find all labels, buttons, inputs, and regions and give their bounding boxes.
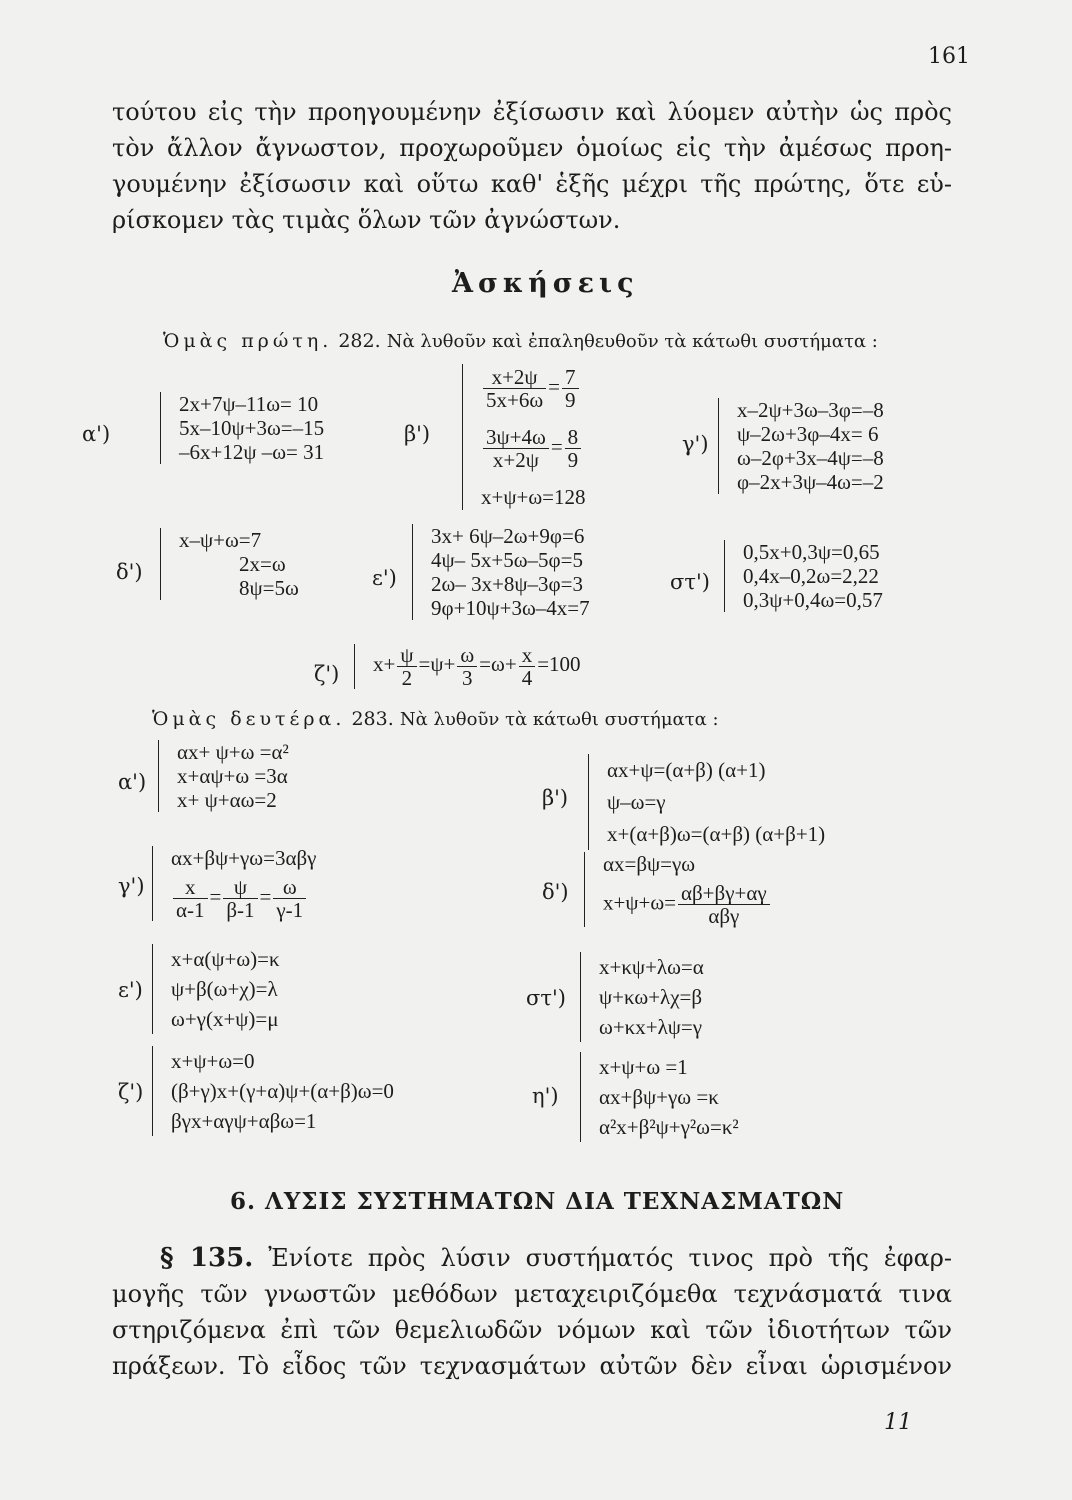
fraction xyxy=(273,876,306,921)
denominator: 5x+6ω xyxy=(486,388,544,412)
denominator: 3 xyxy=(462,666,473,690)
system-282-e xyxy=(412,524,590,620)
equation: 0,3ψ+0,4ω=0,57 xyxy=(743,588,883,612)
fraction-row: $\frac{3\psi+4\omega}{x+2\psi}$ = $\frac{8}{9}$ xyxy=(481,426,586,486)
label-b: β') xyxy=(542,786,569,810)
label-c: γ') xyxy=(118,874,145,898)
equation: 4ψ– 5x+5ω–5φ=5 xyxy=(431,548,584,572)
system-283-d xyxy=(584,852,772,927)
equation: αx+ψ=(α+β) (α+1) xyxy=(607,758,766,782)
fraction xyxy=(562,366,579,411)
fraction xyxy=(519,644,536,689)
equation: x+ψ+ω=128 xyxy=(481,485,586,509)
system-282-z xyxy=(354,644,581,689)
equation: 3x+ 6ψ–2ω+9φ=6 xyxy=(431,524,585,548)
equation: ω+κx+λψ=γ xyxy=(599,1015,703,1039)
numerator: αβ+βγ+αγ xyxy=(678,882,770,905)
fraction xyxy=(223,876,257,921)
label-h: η') xyxy=(532,1084,559,1108)
group2-heading-line xyxy=(152,708,719,730)
denominator: 4 xyxy=(521,666,533,690)
numerator: ω xyxy=(457,644,477,667)
label-d: δ') xyxy=(542,880,569,904)
group1-heading-line xyxy=(163,330,878,352)
paragraph-first-line xyxy=(112,1240,952,1276)
system-283-a xyxy=(158,740,289,812)
numerator: x xyxy=(173,876,208,899)
equation: 8ψ=5ω xyxy=(239,576,299,600)
paragraph-line: πράξεων. Τὸ εἶδος τῶν τεχνασμάτων αὐτῶν δὲν εἶναι ὡρισμένον xyxy=(112,1352,952,1380)
equation: x+(α+β)ω=(α+β) (α+β+1) xyxy=(607,822,826,846)
equation: ψ+κω+λχ=β xyxy=(599,985,703,1009)
equation: βγx+αγψ+αβω=1 xyxy=(171,1109,317,1133)
equation: αx+βψ+γω=3αβγ xyxy=(171,846,317,870)
equation: x+ ψ+αω=2 xyxy=(177,788,277,812)
equation: 0,4x–0,2ω=2,22 xyxy=(743,564,879,588)
equation: 0,5x+0,3ψ=0,65 xyxy=(743,540,880,564)
label-e: ε') xyxy=(118,978,143,1002)
denominator: αβγ xyxy=(708,904,740,928)
term: =ψ+ xyxy=(418,652,456,677)
intro-line: τούτου εἰς τὴν προηγουμένην ἐξίσωσιν καὶ λύομεν αὐτὴν ὡς πρὸς xyxy=(112,98,952,126)
fraction xyxy=(565,426,582,471)
equation: αx=βψ=γω xyxy=(603,852,696,876)
equation: ω+γ(x+ψ)=μ xyxy=(171,1007,279,1031)
system-282-st xyxy=(724,540,883,612)
numerator: x xyxy=(519,644,536,667)
label-st: στ') xyxy=(670,570,710,594)
denominator: γ-1 xyxy=(276,898,304,922)
numerator: 8 xyxy=(565,426,582,449)
equation: x–ψ+ω=7 xyxy=(179,528,262,552)
label-a: α') xyxy=(118,770,147,794)
equation: φ–2x+3ψ–4ω=–2 xyxy=(737,470,884,494)
system-283-c xyxy=(152,846,316,921)
group1-instruction: Νὰ λυθοῦν καὶ ἐπαληθευθοῦν τὰ κάτωθι συστήματα : xyxy=(386,331,878,352)
label-b: β') xyxy=(404,422,431,446)
equation xyxy=(603,882,772,927)
equation: αx+βψ+γω =κ xyxy=(599,1085,719,1109)
equation: x–2ψ+3ω–3φ=–8 xyxy=(737,398,884,422)
equation: ψ–ω=γ xyxy=(607,790,666,814)
system-282-d xyxy=(160,528,299,600)
equation: 2ω– 3x+8ψ–3φ=3 xyxy=(431,572,584,596)
system-282-a xyxy=(160,392,324,464)
equation: –6x+12ψ –ω= 31 xyxy=(179,440,325,464)
numerator: ω xyxy=(273,876,306,899)
equation: x+αψ+ω =3α xyxy=(177,764,288,788)
equation: x+ψ+ω=0 xyxy=(171,1049,255,1073)
group1-heading: Ὁμὰς πρώτη. xyxy=(163,330,333,352)
equation: x+ψ+ω =1 xyxy=(599,1055,688,1079)
denominator: 9 xyxy=(567,448,579,472)
fraction xyxy=(483,366,546,411)
first-line-text: Ἐνίοτε πρὸς λύσιν συστήματός τινος πρὸ τῆς ἐφαρ- xyxy=(268,1244,952,1272)
term: =ω+ xyxy=(479,652,517,677)
term: x+ xyxy=(373,652,396,677)
equation: ω–2φ+3x–4ψ=–8 xyxy=(737,446,884,470)
fraction xyxy=(457,644,477,689)
exercises-title: Ἀσκήσεις xyxy=(452,268,639,299)
intro-line: γουμένην ἐξίσωσιν καὶ οὕτω καθ' ἑξῆς μέχρι τῆς πρώτης, ὅτε εὑ- xyxy=(112,170,952,198)
equation: 5x–10ψ+3ω=–15 xyxy=(179,416,325,440)
equation: x+α(ψ+ω)=κ xyxy=(171,947,280,971)
label-z: ζ') xyxy=(118,1080,144,1104)
label-e: ε') xyxy=(372,566,397,590)
equation: ψ–2ω+3φ–4x= 6 xyxy=(737,422,879,446)
group2-instruction: Νὰ λυθοῦν τὰ κάτωθι συστήματα : xyxy=(399,709,719,730)
exercise-number: 283. xyxy=(351,708,394,730)
equation: (β+γ)x+(γ+α)ψ+(α+β)ω=0 xyxy=(171,1079,394,1103)
intro-line: τὸν ἄλλον ἄγνωστον, προχωροῦμεν ὁμοίως εἰς τὴν ἀμέσως προη- xyxy=(112,134,952,162)
equation: α²x+β²ψ+γ²ω=κ² xyxy=(599,1115,739,1139)
equation xyxy=(373,643,581,690)
denominator: β-1 xyxy=(226,898,255,922)
equation: 9φ+10ψ+3ω–4x=7 xyxy=(431,596,590,620)
term: = xyxy=(259,884,272,909)
label-a: α') xyxy=(82,422,111,446)
fraction xyxy=(483,426,549,471)
denominator: 2 xyxy=(401,666,413,690)
numerator: 7 xyxy=(562,366,579,389)
section-number: § 135. xyxy=(160,1243,254,1273)
system-283-st xyxy=(580,952,704,1042)
page-number: 161 xyxy=(928,44,970,69)
fraction-row: $\frac{x+2\psi}{5x+6\omega}$ = $\frac{7}{9}$ xyxy=(481,366,586,426)
label-c: γ') xyxy=(682,432,709,456)
intro-line: ρίσκομεν τὰς τιμὰς ὅλων τῶν ἀγνώστων. xyxy=(112,206,621,234)
numerator: x+2ψ xyxy=(483,366,546,389)
denominator: 9 xyxy=(565,388,576,412)
signature-mark: 11 xyxy=(884,1410,912,1435)
paragraph-line: μογῆς τῶν γνωστῶν μεθόδων μεταχειριζόμεθα τεχνάσματά τινα xyxy=(112,1280,952,1308)
system-283-b xyxy=(588,754,825,850)
label-st: στ') xyxy=(526,986,566,1010)
group2-heading: Ὁμὰς δευτέρα. xyxy=(152,708,346,730)
intro-paragraph xyxy=(112,94,952,238)
numerator: ψ xyxy=(397,644,416,667)
section-135-paragraph xyxy=(112,1240,952,1384)
system-282-b xyxy=(462,364,586,510)
equation: x+κψ+λω=α xyxy=(599,955,704,979)
equation: 2x+7ψ–11ω= 10 xyxy=(179,392,319,416)
fraction xyxy=(397,644,416,689)
denominator: α-1 xyxy=(176,898,205,922)
denominator: x+2ψ xyxy=(492,448,539,472)
equation: ψ+β(ω+χ)=λ xyxy=(171,977,278,1001)
exercise-number: 282. xyxy=(338,330,381,352)
numerator: 3ψ+4ω xyxy=(483,426,549,449)
paragraph-line: στηριζόμενα ἐπὶ τῶν θεμελιωδῶν νόμων καὶ τῶν ἰδιοτήτων τῶν xyxy=(112,1316,952,1344)
system-283-z xyxy=(152,1046,394,1136)
equation xyxy=(171,876,316,921)
section-title: 6. ΛΥΣΙΣ ΣΥΣΤΗΜΑΤΩΝ ΔΙΑ ΤΕΧΝΑΣΜΑΤΩΝ xyxy=(230,1188,845,1215)
fraction xyxy=(173,876,208,921)
fraction xyxy=(678,882,770,927)
numerator: ψ xyxy=(223,876,257,899)
term: =100 xyxy=(537,652,581,677)
label-d: δ') xyxy=(116,560,143,584)
term: = xyxy=(209,884,222,909)
label-z: ζ') xyxy=(314,662,340,686)
equation: αx+ ψ+ω =α² xyxy=(177,740,289,764)
equation: 2x=ω xyxy=(239,552,286,576)
system-282-c xyxy=(718,398,884,494)
system-283-h xyxy=(580,1052,739,1142)
term: x+ψ+ω= xyxy=(603,890,676,915)
system-283-e xyxy=(152,944,280,1034)
